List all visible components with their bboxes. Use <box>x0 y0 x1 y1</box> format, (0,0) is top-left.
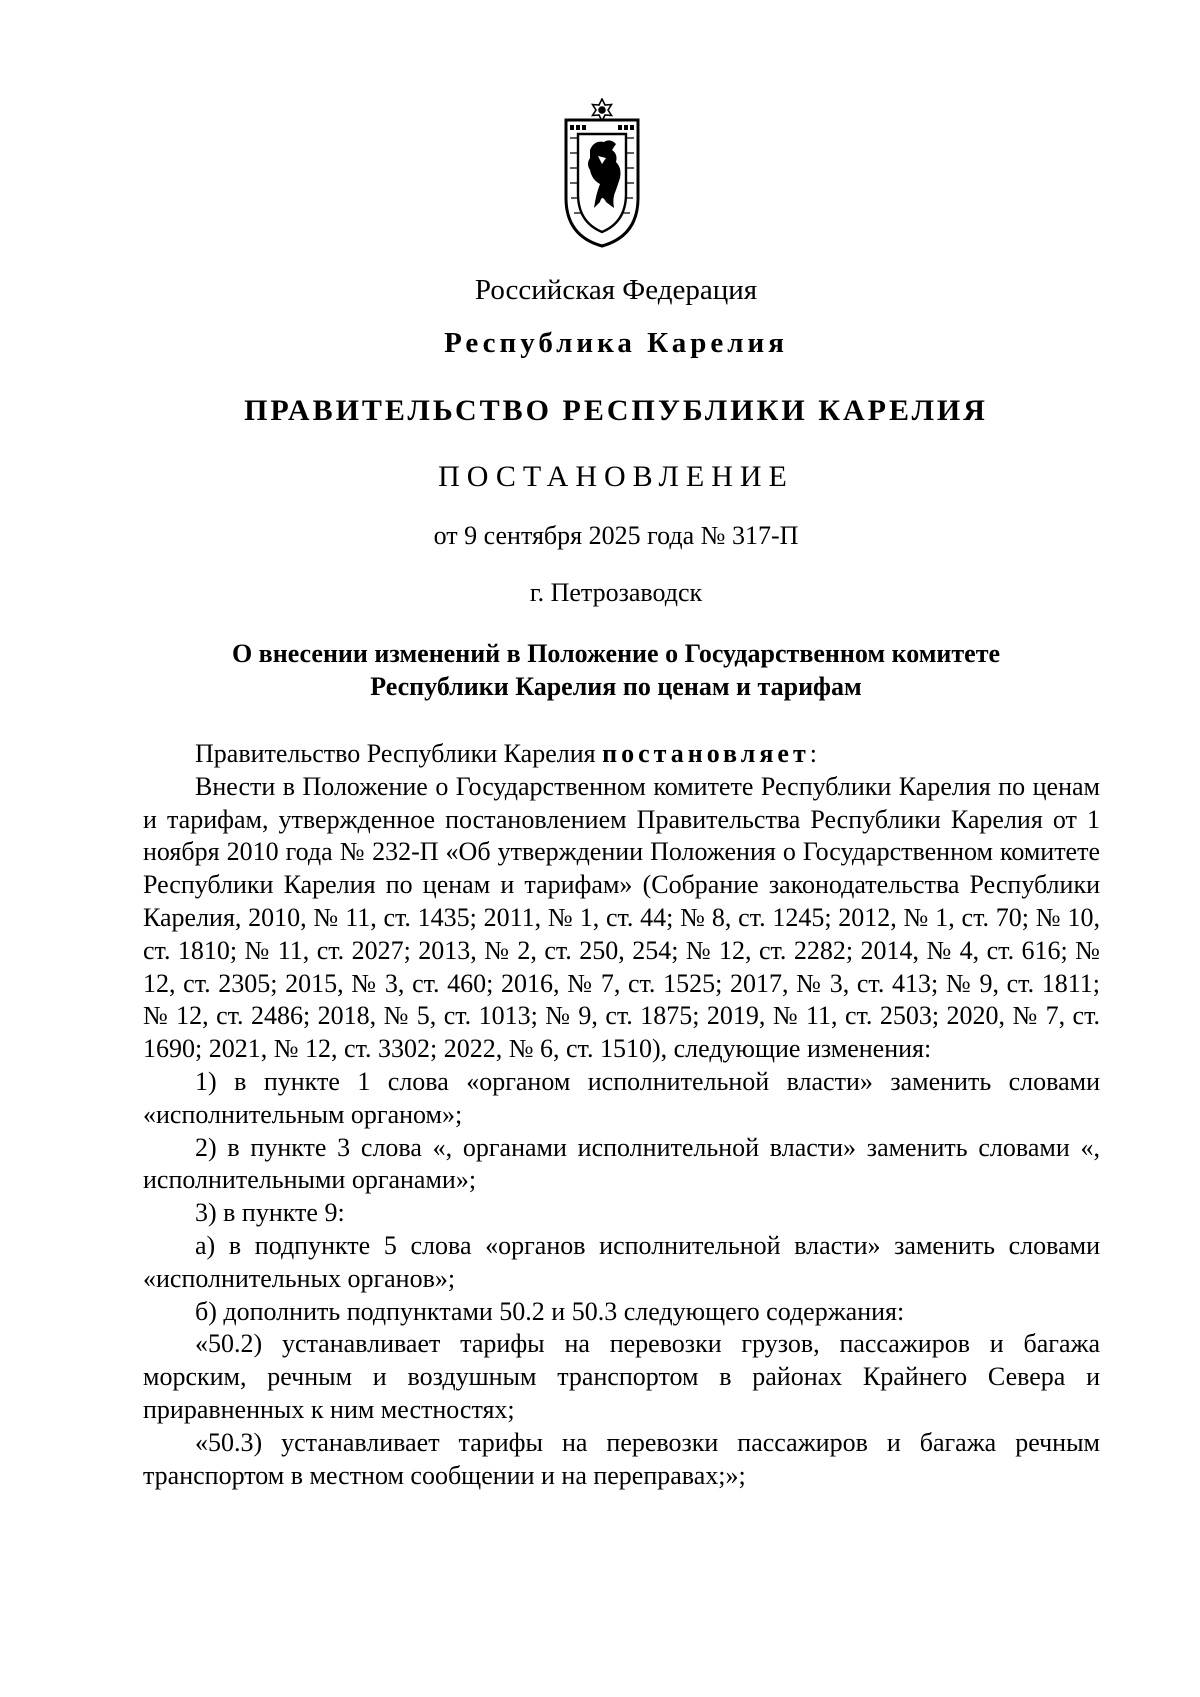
preamble <box>143 738 1100 771</box>
document-body <box>143 738 1100 1492</box>
title-line-1: О внесении изменений в Положение о Государственном комитете <box>231 639 1001 668</box>
paragraph-50-3: «50.3) устанавливает тарифы на перевозки пассажиров и багажа речным транспортом в местном сообщении и на переправах;»; <box>143 1427 1100 1490</box>
preamble-colon: : <box>809 739 817 768</box>
preamble-text: Правительство Республики Карелия <box>195 739 603 768</box>
paragraph-main: Внести в Положение о Государственном комитете Республики Карелия по ценам и тарифам, утвержденное постановлением Правительства Республики Карелия от 1 ноября 2010 года № 232-П «Об утверждении Положения о Государственном комитете Республики Карелия по ценам и тарифам» (Собрание законодательства Республики Карелия, 2010, № 11, ст. 1435; 2011, № 1, ст. 44; № 8, ст. 1245; 2012, № 1, ст. 70; № 10, ст. 1810; № 11, ст. 2027; 2013, № 2, ст. 250, 254; № 12, ст. 2282; 2014, № 4, ст. 616; № 12, ст. 2305; 2015, № 3, ст. 460; 2016, № 7, ст. 1525; 2017, № 3, ст. 413; № 9, ст. 1811; № 12, ст. 2486; 2018, № 5, ст. 1013; № 9, ст. 1875; 2019, № 11, ст. 2503; 2020, № 7, ст. 1690; 2021, № 12, ст. 3302; 2022, № 6, ст. 1510), следующие изменения: <box>143 771 1100 1064</box>
government-name: ПРАВИТЕЛЬСТВО РЕСПУБЛИКИ КАРЕЛИЯ <box>244 394 988 427</box>
document-title <box>0 637 1200 703</box>
paragraph-subitem-b: б) дополнить подпунктами 50.2 и 50.3 следующего содержания: <box>195 1296 905 1326</box>
preamble-keyword: постановляет <box>602 739 810 768</box>
paragraph-50-2: «50.2) устанавливает тарифы на перевозки грузов, пассажиров и багажа морским, речным и воздушным транспортом в районах Крайнего Севера и приравненных к ним местностях; <box>143 1329 1100 1424</box>
country-name: Российская Федерация <box>474 274 758 306</box>
document-type: ПОСТАНОВЛЕНИЕ <box>438 460 794 493</box>
document-city: г. Петрозаводск <box>529 578 703 607</box>
paragraph-item-3: 3) в пункте 9: <box>195 1198 345 1228</box>
karelia-coat-of-arms-icon <box>560 98 644 248</box>
paragraph-item-2: 2) в пункте 3 слова «, органами исполнительной власти» заменить словами «, исполнительными органами»; <box>143 1132 1100 1195</box>
paragraph-item-1: 1) в пункте 1 слова «органом исполнительной власти» заменить словами «исполнительным органом»; <box>143 1066 1100 1129</box>
title-line-2: Республики Карелия по ценам и тарифам <box>370 672 862 701</box>
document-date-number: от 9 сентября 2025 года № 317-П <box>433 521 799 550</box>
paragraph-subitem-a: а) в подпункте 5 слова «органов исполнительной власти» заменить словами «исполнительных органов»; <box>143 1230 1100 1293</box>
republic-name: Республика Карелия <box>444 327 788 359</box>
